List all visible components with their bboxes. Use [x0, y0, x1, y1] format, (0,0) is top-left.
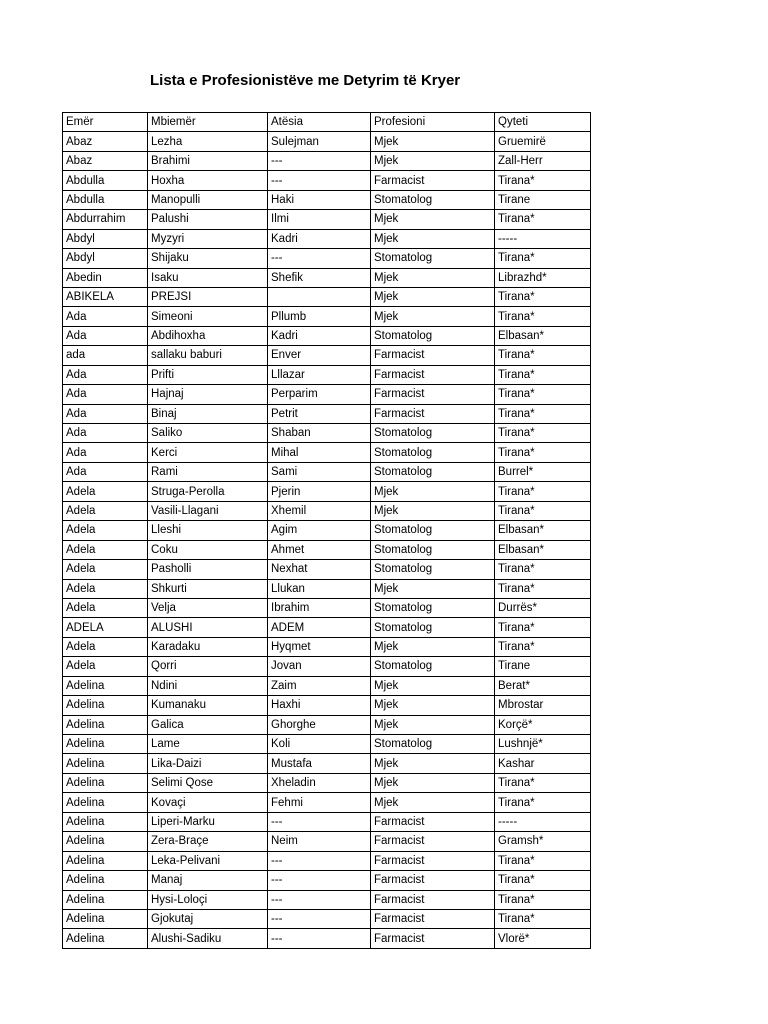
cell-first-name: Ada: [63, 424, 148, 443]
cell-profession: Farmacist: [371, 909, 495, 928]
table-row: [63, 890, 591, 909]
table-row: [63, 773, 591, 792]
cell-profession: Farmacist: [371, 346, 495, 365]
cell-city: Tirana*: [495, 249, 591, 268]
cell-father-name: ---: [268, 871, 371, 890]
table-row: [63, 715, 591, 734]
cell-first-name: Adelina: [63, 696, 148, 715]
cell-city: Elbasan*: [495, 326, 591, 345]
cell-father-name: Pllumb: [268, 307, 371, 326]
table-row: [63, 521, 591, 540]
table-row: [63, 443, 591, 462]
cell-last-name: Zera-Braçe: [148, 832, 268, 851]
cell-profession: Mjek: [371, 773, 495, 792]
cell-first-name: Adelina: [63, 929, 148, 948]
cell-city: Tirana*: [495, 404, 591, 423]
table-row: [63, 696, 591, 715]
cell-father-name: Petrit: [268, 404, 371, 423]
cell-last-name: Velja: [148, 598, 268, 617]
table-row: [63, 637, 591, 656]
table-row: [63, 385, 591, 404]
cell-city: Tirana*: [495, 871, 591, 890]
cell-profession: Mjek: [371, 754, 495, 773]
cell-city: Gruemirë: [495, 132, 591, 151]
cell-profession: Farmacist: [371, 812, 495, 831]
cell-father-name: Shefik: [268, 268, 371, 287]
cell-first-name: Ada: [63, 443, 148, 462]
cell-city: Burrel*: [495, 462, 591, 481]
cell-father-name: Mustafa: [268, 754, 371, 773]
table-row: [63, 287, 591, 306]
cell-city: Elbasan*: [495, 540, 591, 559]
cell-profession: Farmacist: [371, 890, 495, 909]
table-row: [63, 579, 591, 598]
cell-first-name: Adelina: [63, 909, 148, 928]
cell-first-name: Ada: [63, 462, 148, 481]
cell-father-name: ---: [268, 851, 371, 870]
cell-father-name: Llukan: [268, 579, 371, 598]
cell-profession: Stomatolog: [371, 190, 495, 209]
header-first-name: Emër: [63, 113, 148, 132]
cell-father-name: Ahmet: [268, 540, 371, 559]
cell-last-name: Liperi-Marku: [148, 812, 268, 831]
header-profession: Profesioni: [371, 113, 495, 132]
cell-city: Tirana*: [495, 851, 591, 870]
table-row: [63, 909, 591, 928]
cell-city: Durrës*: [495, 598, 591, 617]
cell-last-name: Prifti: [148, 365, 268, 384]
cell-profession: Stomatolog: [371, 540, 495, 559]
cell-profession: Stomatolog: [371, 521, 495, 540]
cell-last-name: Qorri: [148, 657, 268, 676]
cell-city: Tirana*: [495, 482, 591, 501]
cell-first-name: Adelina: [63, 754, 148, 773]
cell-city: Mbrostar: [495, 696, 591, 715]
cell-first-name: Abdyl: [63, 249, 148, 268]
cell-profession: Stomatolog: [371, 326, 495, 345]
cell-father-name: Sami: [268, 462, 371, 481]
cell-city: Tirana*: [495, 365, 591, 384]
cell-last-name: Hysi-Loloçi: [148, 890, 268, 909]
cell-father-name: Xheladin: [268, 773, 371, 792]
cell-profession: Stomatolog: [371, 618, 495, 637]
cell-last-name: Manaj: [148, 871, 268, 890]
cell-profession: Mjek: [371, 268, 495, 287]
cell-profession: Mjek: [371, 579, 495, 598]
cell-father-name: Lllazar: [268, 365, 371, 384]
cell-father-name: Perparim: [268, 385, 371, 404]
cell-last-name: Karadaku: [148, 637, 268, 656]
cell-first-name: ABIKELA: [63, 287, 148, 306]
cell-first-name: Adela: [63, 540, 148, 559]
cell-profession: Mjek: [371, 637, 495, 656]
cell-first-name: Abaz: [63, 151, 148, 170]
cell-profession: Farmacist: [371, 871, 495, 890]
table-row: [63, 424, 591, 443]
cell-profession: Farmacist: [371, 385, 495, 404]
cell-last-name: Binaj: [148, 404, 268, 423]
cell-last-name: Lezha: [148, 132, 268, 151]
cell-first-name: Adelina: [63, 676, 148, 695]
cell-father-name: Koli: [268, 735, 371, 754]
cell-profession: Stomatolog: [371, 443, 495, 462]
cell-last-name: Simeoni: [148, 307, 268, 326]
cell-last-name: Brahimi: [148, 151, 268, 170]
cell-last-name: Ndini: [148, 676, 268, 695]
cell-first-name: ada: [63, 346, 148, 365]
cell-father-name: Enver: [268, 346, 371, 365]
table-row: [63, 307, 591, 326]
cell-city: Tirana*: [495, 424, 591, 443]
cell-first-name: Adela: [63, 560, 148, 579]
table-row: [63, 462, 591, 481]
cell-city: Korçë*: [495, 715, 591, 734]
cell-first-name: Adelina: [63, 773, 148, 792]
cell-father-name: Hyqmet: [268, 637, 371, 656]
cell-father-name: Nexhat: [268, 560, 371, 579]
table-row: [63, 793, 591, 812]
cell-father-name: Xhemil: [268, 501, 371, 520]
cell-profession: Mjek: [371, 793, 495, 812]
cell-first-name: Adela: [63, 579, 148, 598]
cell-profession: Stomatolog: [371, 560, 495, 579]
table-row: [63, 501, 591, 520]
table-row: [63, 132, 591, 151]
cell-city: -----: [495, 229, 591, 248]
cell-father-name: Kadri: [268, 229, 371, 248]
cell-last-name: Hajnaj: [148, 385, 268, 404]
cell-profession: Mjek: [371, 229, 495, 248]
cell-father-name: Agim: [268, 521, 371, 540]
cell-profession: Mjek: [371, 132, 495, 151]
table-row: [63, 540, 591, 559]
cell-city: Librazhd*: [495, 268, 591, 287]
cell-father-name: ---: [268, 812, 371, 831]
cell-profession: Mjek: [371, 210, 495, 229]
cell-last-name: PREJSI: [148, 287, 268, 306]
cell-profession: Stomatolog: [371, 657, 495, 676]
cell-last-name: Isaku: [148, 268, 268, 287]
cell-last-name: Abdihoxha: [148, 326, 268, 345]
cell-father-name: Fehmi: [268, 793, 371, 812]
cell-last-name: Manopulli: [148, 190, 268, 209]
cell-last-name: Lame: [148, 735, 268, 754]
cell-city: Tirane: [495, 657, 591, 676]
cell-first-name: Adelina: [63, 851, 148, 870]
table-row: [63, 676, 591, 695]
table-row: [63, 657, 591, 676]
cell-profession: Farmacist: [371, 832, 495, 851]
cell-profession: Mjek: [371, 501, 495, 520]
cell-last-name: Selimi Qose: [148, 773, 268, 792]
cell-father-name: Ibrahim: [268, 598, 371, 617]
cell-first-name: Adelina: [63, 890, 148, 909]
cell-city: Tirane: [495, 190, 591, 209]
table-row: [63, 229, 591, 248]
cell-profession: Farmacist: [371, 171, 495, 190]
cell-profession: Stomatolog: [371, 462, 495, 481]
cell-profession: Farmacist: [371, 851, 495, 870]
cell-last-name: Saliko: [148, 424, 268, 443]
cell-last-name: sallaku baburi: [148, 346, 268, 365]
cell-city: Lushnjë*: [495, 735, 591, 754]
cell-first-name: Abedin: [63, 268, 148, 287]
cell-last-name: Lleshi: [148, 521, 268, 540]
cell-father-name: ---: [268, 151, 371, 170]
cell-profession: Mjek: [371, 307, 495, 326]
cell-father-name: Ilmi: [268, 210, 371, 229]
cell-first-name: Abdulla: [63, 171, 148, 190]
cell-city: Berat*: [495, 676, 591, 695]
cell-first-name: Ada: [63, 365, 148, 384]
table-row: [63, 210, 591, 229]
table-row: [63, 851, 591, 870]
header-last-name: Mbiemër: [148, 113, 268, 132]
cell-last-name: Pasholli: [148, 560, 268, 579]
cell-father-name: ---: [268, 890, 371, 909]
table-body: [63, 113, 591, 949]
cell-father-name: Haxhi: [268, 696, 371, 715]
cell-profession: Mjek: [371, 482, 495, 501]
page-title: Lista e Profesionistëve me Detyrim të Kryer: [150, 72, 461, 89]
cell-city: Tirana*: [495, 346, 591, 365]
cell-first-name: Adelina: [63, 812, 148, 831]
cell-father-name: ---: [268, 909, 371, 928]
cell-last-name: Struga-Perolla: [148, 482, 268, 501]
cell-first-name: Adelina: [63, 832, 148, 851]
cell-first-name: Adela: [63, 482, 148, 501]
cell-city: Tirana*: [495, 579, 591, 598]
cell-father-name: ---: [268, 249, 371, 268]
cell-father-name: Neim: [268, 832, 371, 851]
cell-last-name: Galica: [148, 715, 268, 734]
cell-city: Vlorë*: [495, 929, 591, 948]
cell-last-name: Kovaçi: [148, 793, 268, 812]
cell-profession: Stomatolog: [371, 598, 495, 617]
cell-last-name: Leka-Pelivani: [148, 851, 268, 870]
cell-last-name: Coku: [148, 540, 268, 559]
cell-city: Tirana*: [495, 443, 591, 462]
cell-first-name: Adela: [63, 521, 148, 540]
table-row: [63, 482, 591, 501]
cell-father-name: ADEM: [268, 618, 371, 637]
cell-father-name: Haki: [268, 190, 371, 209]
cell-last-name: Shkurti: [148, 579, 268, 598]
cell-city: Tirana*: [495, 560, 591, 579]
cell-last-name: Gjokutaj: [148, 909, 268, 928]
cell-first-name: Adela: [63, 501, 148, 520]
table-row: [63, 404, 591, 423]
cell-father-name: Jovan: [268, 657, 371, 676]
table-row: [63, 326, 591, 345]
cell-city: Tirana*: [495, 171, 591, 190]
cell-first-name: Adelina: [63, 871, 148, 890]
cell-last-name: Vasili-Llagani: [148, 501, 268, 520]
cell-last-name: Alushi-Sadiku: [148, 929, 268, 948]
table-row: [63, 346, 591, 365]
cell-city: -----: [495, 812, 591, 831]
cell-profession: Mjek: [371, 676, 495, 695]
cell-last-name: Kerci: [148, 443, 268, 462]
cell-city: Tirana*: [495, 909, 591, 928]
cell-last-name: Palushi: [148, 210, 268, 229]
table-row: [63, 268, 591, 287]
header-father-name: Atësia: [268, 113, 371, 132]
table-row: [63, 832, 591, 851]
cell-first-name: Adela: [63, 657, 148, 676]
cell-profession: Mjek: [371, 287, 495, 306]
table-row: [63, 560, 591, 579]
cell-city: Tirana*: [495, 287, 591, 306]
cell-father-name: Mihal: [268, 443, 371, 462]
table-row: [63, 929, 591, 948]
table-row: [63, 754, 591, 773]
cell-first-name: Abdurrahim: [63, 210, 148, 229]
table-row: [63, 171, 591, 190]
cell-first-name: Abdulla: [63, 190, 148, 209]
cell-city: Tirana*: [495, 618, 591, 637]
cell-city: Tirana*: [495, 793, 591, 812]
table-row: [63, 249, 591, 268]
table-row: [63, 871, 591, 890]
cell-last-name: Shijaku: [148, 249, 268, 268]
cell-first-name: Adelina: [63, 793, 148, 812]
cell-profession: Stomatolog: [371, 424, 495, 443]
cell-first-name: Adelina: [63, 715, 148, 734]
cell-father-name: Zaim: [268, 676, 371, 695]
cell-last-name: Lika-Daizi: [148, 754, 268, 773]
cell-city: Tirana*: [495, 773, 591, 792]
cell-city: Tirana*: [495, 210, 591, 229]
cell-father-name: Ghorghe: [268, 715, 371, 734]
cell-first-name: Ada: [63, 307, 148, 326]
cell-first-name: Abaz: [63, 132, 148, 151]
cell-father-name: Sulejman: [268, 132, 371, 151]
cell-city: Tirana*: [495, 890, 591, 909]
cell-profession: Mjek: [371, 151, 495, 170]
cell-profession: Farmacist: [371, 404, 495, 423]
cell-first-name: Ada: [63, 326, 148, 345]
table-row: [63, 190, 591, 209]
cell-city: Tirana*: [495, 637, 591, 656]
cell-city: Kashar: [495, 754, 591, 773]
cell-father-name: [268, 287, 371, 306]
cell-father-name: Shaban: [268, 424, 371, 443]
table-row: [63, 151, 591, 170]
table-row: [63, 598, 591, 617]
cell-profession: Stomatolog: [371, 735, 495, 754]
cell-city: Tirana*: [495, 385, 591, 404]
table-row: [63, 812, 591, 831]
table-row: [63, 618, 591, 637]
cell-father-name: Kadri: [268, 326, 371, 345]
cell-father-name: ---: [268, 171, 371, 190]
cell-last-name: Rami: [148, 462, 268, 481]
cell-first-name: Adela: [63, 598, 148, 617]
cell-father-name: Pjerin: [268, 482, 371, 501]
cell-city: Elbasan*: [495, 521, 591, 540]
cell-city: Gramsh*: [495, 832, 591, 851]
professionals-table: [62, 112, 591, 949]
cell-last-name: Myzyri: [148, 229, 268, 248]
cell-profession: Stomatolog: [371, 249, 495, 268]
cell-last-name: Hoxha: [148, 171, 268, 190]
cell-last-name: ALUSHI: [148, 618, 268, 637]
cell-profession: Mjek: [371, 715, 495, 734]
cell-profession: Mjek: [371, 696, 495, 715]
cell-first-name: Adela: [63, 637, 148, 656]
cell-city: Tirana*: [495, 501, 591, 520]
table-row: [63, 365, 591, 384]
cell-last-name: Kumanaku: [148, 696, 268, 715]
cell-city: Tirana*: [495, 307, 591, 326]
table-header-row: [63, 113, 591, 132]
cell-city: Zall-Herr: [495, 151, 591, 170]
cell-first-name: Abdyl: [63, 229, 148, 248]
header-city: Qyteti: [495, 113, 591, 132]
cell-first-name: ADELA: [63, 618, 148, 637]
cell-first-name: Ada: [63, 404, 148, 423]
table-row: [63, 735, 591, 754]
cell-profession: Farmacist: [371, 929, 495, 948]
cell-first-name: Ada: [63, 385, 148, 404]
cell-first-name: Adelina: [63, 735, 148, 754]
cell-father-name: ---: [268, 929, 371, 948]
cell-profession: Farmacist: [371, 365, 495, 384]
